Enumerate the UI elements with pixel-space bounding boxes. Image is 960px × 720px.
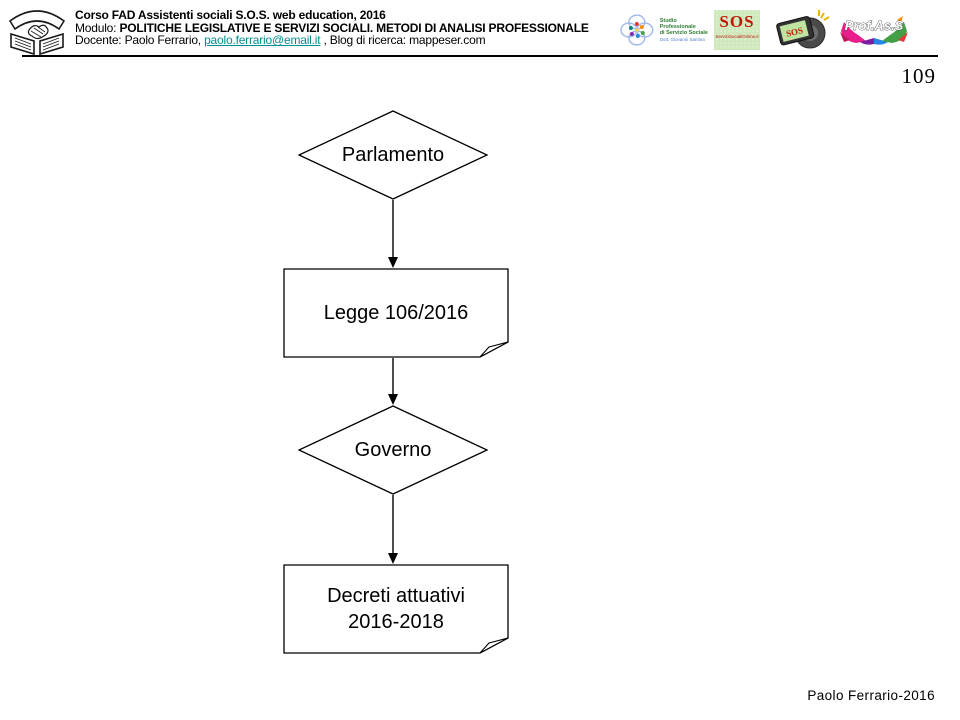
arrow-parlamento-to-legge: [386, 200, 400, 268]
docente-suffix: , Blog di ricerca: mappeser.com: [320, 33, 486, 48]
profass-logo: [834, 10, 914, 54]
node-label-legge: Legge 106/2016: [323, 302, 469, 324]
sos-logo-subtext: ServiziSocialiOnline.it: [715, 34, 759, 39]
footer-credit: Paolo Ferrario-2016: [807, 688, 935, 703]
studio-line3: Dott. Giovanni Santina: [659, 36, 705, 42]
sos-logo-text: SOS: [719, 12, 755, 31]
docente-line: [75, 34, 625, 47]
module-title: POLITICHE LEGISLATIVE E SERVIZI SOCIALI. METODI DI ANALISI PROFESSIONALE: [119, 20, 589, 35]
flowchart-node-legge: [283, 268, 509, 358]
studio-logo-text: [660, 18, 714, 43]
course-title: Corso FAD Assistenti sociali S.O.S. web education, 2016: [75, 8, 386, 22]
header-logo-strip: [616, 6, 916, 54]
flowchart-node-decreti: [283, 564, 509, 654]
header-course-info: [75, 9, 625, 47]
node-label-governo: Governo: [354, 439, 432, 461]
studio-line2: di Servizio Sociale: [659, 29, 708, 36]
arrow-governo-to-decreti: [386, 495, 400, 564]
flowchart-node-governo: [298, 405, 488, 495]
studio-emblem-icon: [616, 9, 658, 51]
node-label-parlamento: Parlamento: [341, 144, 445, 166]
studio-professionale-logo: [616, 8, 714, 52]
docente-prefix: Docente: Paolo Ferrario,: [75, 33, 205, 48]
profass-logo-text: Prof.As.S: [844, 18, 904, 33]
node-label-decreti: Decreti attuativi 2016-2018: [327, 585, 465, 633]
module-prefix: Modulo:: [75, 20, 120, 35]
page-number: 109: [901, 64, 936, 88]
sos-media-logo: [772, 6, 832, 54]
email-link[interactable]: paolo.ferrario@email.it: [204, 33, 321, 48]
media-screen-text: SOS: [785, 25, 804, 39]
sos-logo: [714, 10, 760, 50]
header-divider: [22, 55, 938, 57]
handshake-book-logo: [6, 4, 68, 56]
arrow-legge-to-governo: [386, 358, 400, 405]
studio-line1: Studio Professionale: [659, 17, 696, 30]
flowchart-node-parlamento: [298, 110, 488, 200]
